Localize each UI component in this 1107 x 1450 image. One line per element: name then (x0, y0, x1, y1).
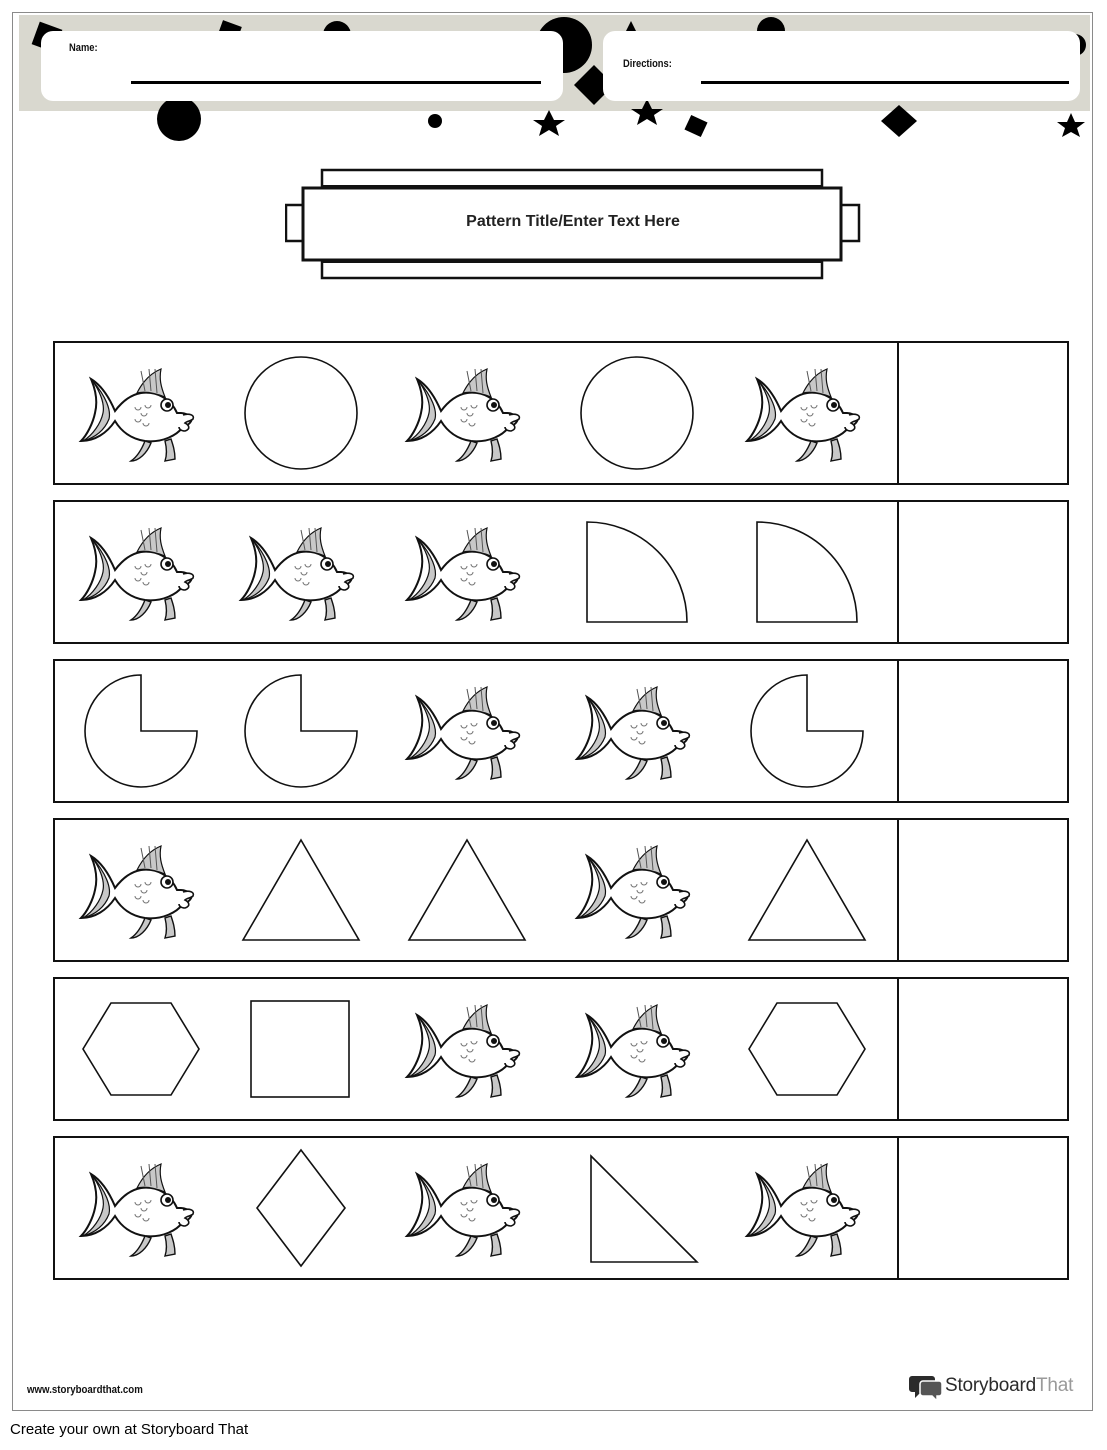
fish-icon (61, 820, 221, 960)
fish-icon (387, 979, 547, 1119)
name-label: Name: (69, 42, 98, 54)
hexagon-shape (727, 979, 887, 1119)
chat-bubble-icon (909, 1372, 943, 1402)
fish-icon (387, 661, 547, 801)
pattern-row (53, 500, 1069, 644)
pattern-row (53, 818, 1069, 962)
fish-icon (61, 343, 221, 483)
name-write-line (131, 81, 541, 84)
footer-url: www.storyboardthat.com (27, 1384, 143, 1396)
brand-name (945, 1375, 1073, 1397)
footer-caption: Create your own at Storyboard That (10, 1421, 249, 1438)
fish-icon (727, 1138, 887, 1278)
fish-icon (557, 979, 717, 1119)
triangle-shape (387, 820, 547, 960)
answer-box[interactable] (899, 343, 1067, 483)
fish-icon (557, 661, 717, 801)
fish-icon (61, 1138, 221, 1278)
diamond-shape (221, 1138, 381, 1278)
answer-box[interactable] (899, 502, 1067, 642)
pattern-row (53, 341, 1069, 485)
fish-icon (387, 1138, 547, 1278)
square-shape (221, 979, 381, 1119)
storyboardthat-logo (909, 1372, 1089, 1402)
pattern-row (53, 977, 1069, 1121)
answer-box[interactable] (899, 979, 1067, 1119)
answer-box[interactable] (899, 661, 1067, 801)
worksheet (12, 12, 1093, 1411)
fish-icon (387, 343, 547, 483)
triangle-shape (727, 820, 887, 960)
directions-field-box[interactable] (603, 31, 1080, 101)
brand-part-1: Storyboard (945, 1375, 1036, 1396)
fish-icon (221, 502, 381, 642)
brand-part-2: That (1035, 1375, 1074, 1396)
directions-label: Directions: (623, 58, 672, 70)
pattern-row (53, 1136, 1069, 1280)
pattern-title[interactable]: Pattern Title/Enter Text Here (466, 213, 680, 230)
fish-icon (727, 343, 887, 483)
fish-icon (387, 502, 547, 642)
pie-shape (61, 661, 221, 801)
answer-box[interactable] (899, 1138, 1067, 1278)
pie-shape (221, 661, 381, 801)
quarter-circle-shape (727, 502, 887, 642)
hexagon-shape (61, 979, 221, 1119)
answer-box[interactable] (899, 820, 1067, 960)
name-field-box[interactable] (41, 31, 563, 101)
right-triangle-shape (557, 1138, 717, 1278)
circle-shape (221, 343, 381, 483)
directions-write-line (701, 81, 1069, 84)
fish-icon (61, 502, 221, 642)
pattern-row (53, 659, 1069, 803)
circle-shape (557, 343, 717, 483)
fish-icon (557, 820, 717, 960)
header-band (19, 15, 1090, 111)
triangle-shape (221, 820, 381, 960)
quarter-circle-shape (557, 502, 717, 642)
pie-shape (727, 661, 887, 801)
